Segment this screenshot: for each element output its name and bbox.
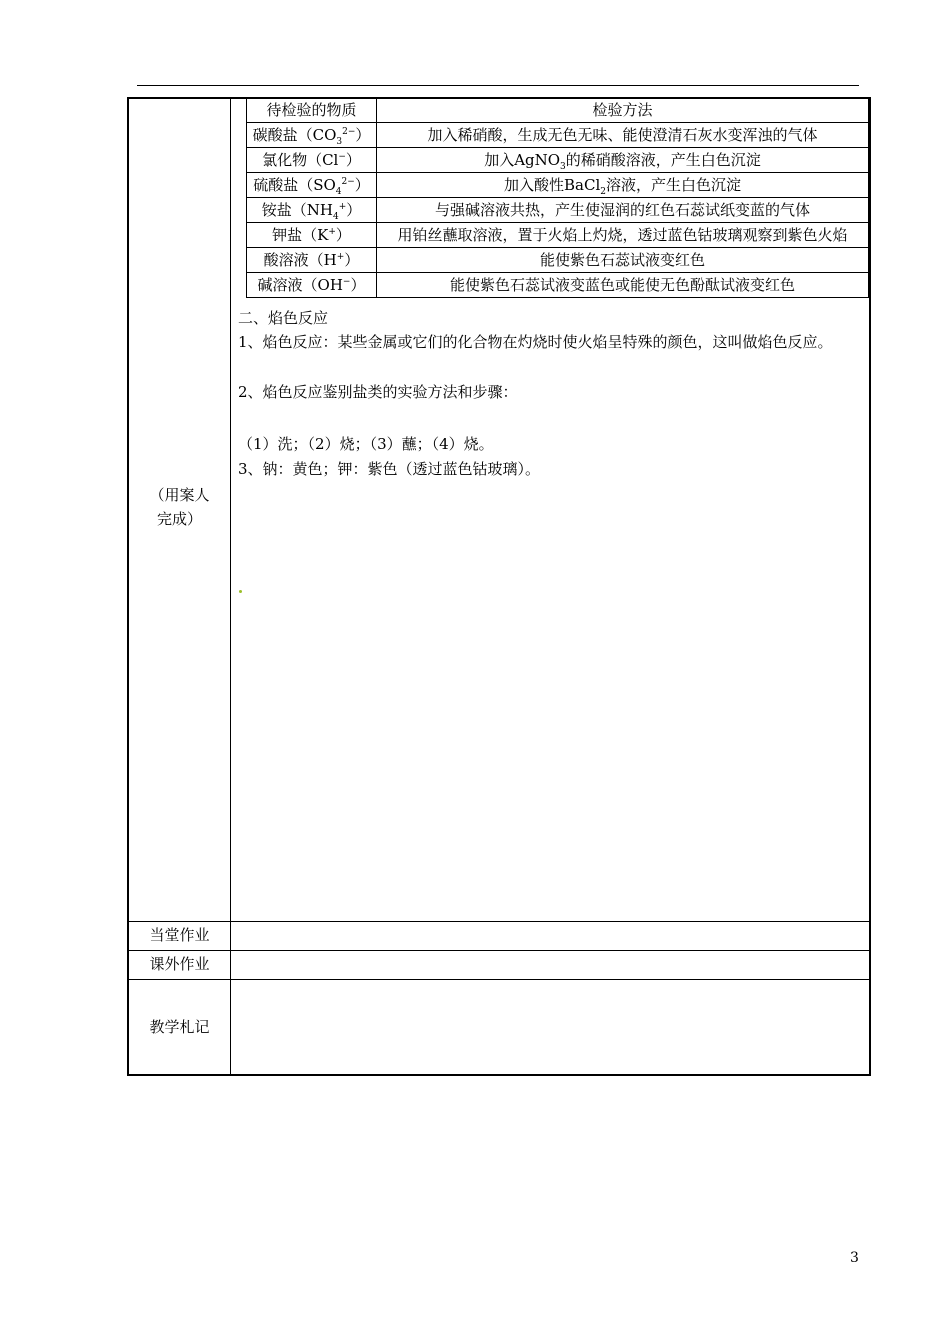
classwork-label: 当堂作业 [149, 926, 210, 944]
table-row [247, 123, 869, 148]
method-header: 检验方法 [377, 98, 869, 123]
ion-test-table [246, 97, 869, 298]
table-row [247, 248, 869, 273]
teaching-notes-label: 教学札记 [149, 1018, 210, 1036]
table-header-row [247, 98, 869, 123]
column-divider [230, 99, 231, 1074]
stray-dot [239, 590, 242, 593]
substance-cell: 碱溶液（OH−） [247, 273, 377, 298]
table-row [247, 273, 869, 298]
table-row [247, 173, 869, 198]
substance-cell: 氯化物（Cl−） [247, 148, 377, 173]
substance-cell: 钾盐（K+） [247, 223, 377, 248]
table-row [247, 223, 869, 248]
row-divider [129, 950, 869, 951]
header-rule [137, 85, 859, 86]
method-cell: 加入AgNO$_3$的稀硝酸溶液，产生白色沉淀 [377, 148, 869, 173]
substance-cell: 硫酸盐$(SO_4^{2-})$ [247, 173, 377, 198]
method-cell: 加入稀硝酸，生成无色无味、能使澄清石灰水变浑浊的气体 [377, 123, 869, 148]
method-cell: 用铂丝蘸取溶液，置于火焰上灼烧，透过蓝色钴玻璃观察到紫色火焰 [377, 223, 869, 248]
substance-header: 待检验的物质 [247, 98, 377, 123]
section-title: 二、焰色反应 [238, 309, 329, 327]
homework-label: 课外作业 [149, 955, 210, 973]
paragraph-flame-definition: 1、焰色反应：某些金属或它们的化合物在灼烧时使火焰呈特殊的颜色，这叫做焰色反应。 [238, 333, 833, 351]
substance-cell: 酸溶液（H+） [247, 248, 377, 273]
paragraph-method-heading: 2、焰色反应鉴别盐类的实验方法和步骤： [238, 383, 518, 401]
row-divider [129, 921, 869, 922]
method-cell: 与强碱溶液共热，产生使湿润的红色石蕊试纸变蓝的气体 [377, 198, 869, 223]
method-cell: 加入酸性BaCl$_2$溶液，产生白色沉淀 [377, 173, 869, 198]
substance-cell: 铵盐$(NH_4^+)$ [247, 198, 377, 223]
paragraph-steps: （1）洗；（2）烧；（3）蘸；（4）烧。 [238, 435, 494, 453]
method-cell: 能使紫色石蕊试液变蓝色或能使无色酚酞试液变红色 [377, 273, 869, 298]
page-number: 3 [850, 1250, 859, 1266]
method-cell: 能使紫色石蕊试液变红色 [377, 248, 869, 273]
table-row [247, 198, 869, 223]
user-complete-label: （用案人完成） [149, 486, 210, 528]
table-row [247, 148, 869, 173]
paragraph-colors: 3、钠：黄色；钾：紫色（透过蓝色钴玻璃）。 [238, 460, 541, 478]
row-divider [129, 979, 869, 980]
substance-cell: 碳酸盐$(CO_3^{2-})$ [247, 123, 377, 148]
